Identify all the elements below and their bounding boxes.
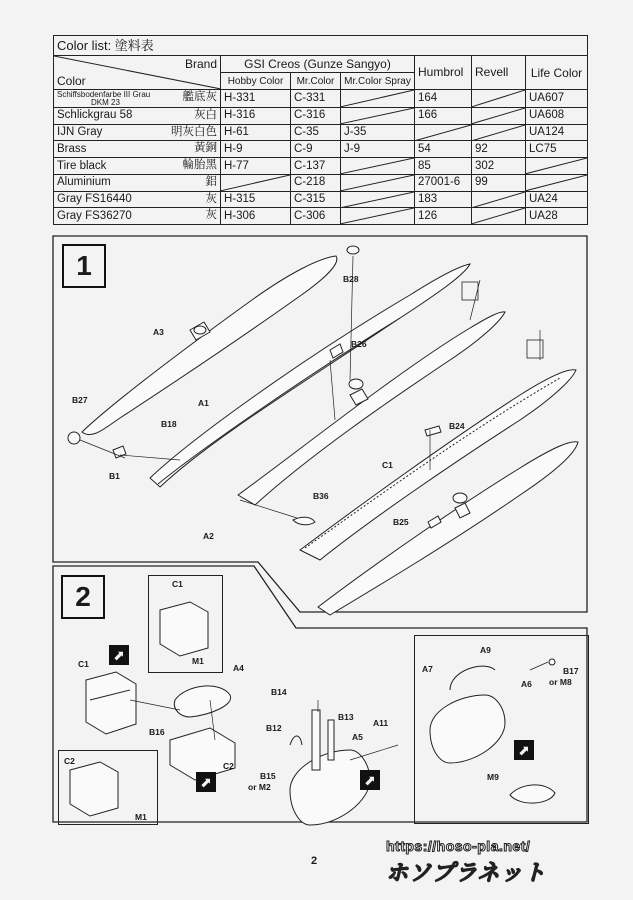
color-name-chinese: 鋁 — [205, 175, 217, 188]
label-a2: A2 — [203, 531, 214, 541]
mr-color-spray-header: Mr.Color Spray — [341, 73, 415, 90]
revell-header: Revell — [472, 56, 526, 90]
paint-code-cell: C-9 — [291, 141, 341, 158]
label-or-m2: or M2 — [248, 782, 271, 792]
color-name-chinese: 艦底灰 — [182, 91, 217, 104]
paint-code-cell: UA608 — [526, 108, 588, 125]
paint-code-cell: 183 — [415, 191, 472, 208]
color-name-sub: DKM 23 — [91, 97, 120, 107]
step-1-number: 1 — [62, 244, 106, 288]
label-b24: B24 — [449, 421, 465, 431]
paint-code-cell: 164 — [415, 90, 472, 108]
label-a4: A4 — [233, 663, 244, 673]
paint-code-cell: UA124 — [526, 124, 588, 141]
paint-code-cell: 302 — [472, 158, 526, 175]
paint-code-cell: 54 — [415, 141, 472, 158]
watermark-url: https://hoso-pla.net/ — [386, 838, 531, 854]
color-name: Schlickgrau 58 — [57, 109, 133, 122]
paint-code-cell: LC75 — [526, 141, 588, 158]
label-b26: B26 — [351, 339, 367, 349]
paint-code-cell: UA607 — [526, 90, 588, 108]
mr-color-header: Mr.Color — [291, 73, 341, 90]
label-b18: B18 — [161, 419, 177, 429]
label-b12: B12 — [266, 723, 282, 733]
watermark-logo: ホソプラネット — [386, 860, 547, 885]
color-label: Color — [57, 74, 86, 89]
orientation-arrow-icon: ⬈ — [360, 770, 380, 790]
paint-code-cell: C-218 — [291, 174, 341, 191]
label-or-m8: or M8 — [549, 677, 572, 687]
gsi-creos-header: GSI Creos (Gunze Sangyo) — [221, 56, 415, 73]
paint-code-cell: C-316 — [291, 108, 341, 125]
color-name-chinese: 輪胎黑 — [182, 159, 217, 172]
label-a3: A3 — [153, 327, 164, 337]
paint-code-cell: C-315 — [291, 191, 341, 208]
color-name: Schiffsbodenfarbe III Grau — [57, 89, 151, 99]
label-b17: B17 — [563, 666, 579, 676]
paint-code-cell: 85 — [415, 158, 472, 175]
color-name: Aluminium — [57, 176, 111, 189]
orientation-arrow-icon: ⬈ — [109, 645, 129, 665]
label-b13: B13 — [338, 712, 354, 722]
paint-code-cell: 99 — [472, 174, 526, 191]
paint-code-cell: C-331 — [291, 90, 341, 108]
color-name: Gray FS36270 — [57, 209, 132, 222]
color-list-title: Color list: 塗料表 — [54, 36, 588, 56]
paint-code-cell: H-316 — [221, 108, 291, 125]
paint-code-cell: H-9 — [221, 141, 291, 158]
label-b27: B27 — [72, 395, 88, 405]
color-name-chinese: 灰 — [205, 192, 217, 205]
hobby-color-header: Hobby Color — [221, 73, 291, 90]
label-a11: A11 — [373, 718, 389, 728]
label-c1: C1 — [78, 659, 89, 669]
label-c1-detail: C1 — [172, 579, 183, 589]
orientation-arrow-icon: ⬈ — [196, 772, 216, 792]
label-b16: B16 — [149, 727, 165, 737]
label-a6: A6 — [521, 679, 532, 689]
label-m1-detail: M1 — [135, 812, 147, 822]
paint-code-cell: C-137 — [291, 158, 341, 175]
orientation-arrow-icon: ⬈ — [514, 740, 534, 760]
paint-code-cell: 126 — [415, 208, 472, 225]
label-b28: B28 — [343, 274, 359, 284]
label-a9: A9 — [480, 645, 491, 655]
life-color-header: Life Color — [526, 56, 588, 90]
label-m9: M9 — [487, 772, 499, 782]
label-m1: M1 — [192, 656, 204, 666]
label-b1: B1 — [109, 471, 120, 481]
label-a5: A5 — [352, 732, 363, 742]
color-name-chinese: 明灰白色 — [171, 125, 217, 138]
paint-code-cell: 166 — [415, 108, 472, 125]
paint-code-cell: H-315 — [221, 191, 291, 208]
paint-code-cell: UA28 — [526, 208, 588, 225]
color-name: Tire black — [57, 159, 107, 172]
label-c1: C1 — [382, 460, 393, 470]
paint-code-cell: H-77 — [221, 158, 291, 175]
label-b15: B15 — [260, 771, 276, 781]
paint-code-cell: 27001-6 — [415, 174, 472, 191]
paint-code-cell: H-61 — [221, 124, 291, 141]
step-2-number: 2 — [61, 575, 105, 619]
color-name: Gray FS16440 — [57, 192, 132, 205]
label-c2: C2 — [223, 761, 234, 771]
label-a1: A1 — [198, 398, 209, 408]
color-name-chinese: 黃銅 — [194, 142, 217, 155]
paint-code-cell: J-9 — [341, 141, 415, 158]
label-b14: B14 — [271, 687, 287, 697]
paint-code-cell: UA24 — [526, 191, 588, 208]
color-name-chinese: 灰 — [205, 209, 217, 222]
label-c2-detail: C2 — [64, 756, 75, 766]
label-a7: A7 — [422, 664, 433, 674]
page-number: 2 — [311, 855, 318, 867]
paint-code-cell: H-306 — [221, 208, 291, 225]
brand-label: Brand — [184, 57, 217, 72]
paint-code-cell: H-331 — [221, 90, 291, 108]
paint-code-cell: C-306 — [291, 208, 341, 225]
label-b25: B25 — [393, 517, 409, 527]
paint-code-cell: 92 — [472, 141, 526, 158]
color-name: Brass — [57, 142, 87, 155]
paint-code-cell: C-35 — [291, 124, 341, 141]
humbrol-header: Humbrol — [415, 56, 472, 90]
color-name: IJN Gray — [57, 126, 103, 139]
paint-code-cell: J-35 — [341, 124, 415, 141]
color-name-chinese: 灰白 — [194, 109, 217, 122]
label-b36: B36 — [313, 491, 329, 501]
